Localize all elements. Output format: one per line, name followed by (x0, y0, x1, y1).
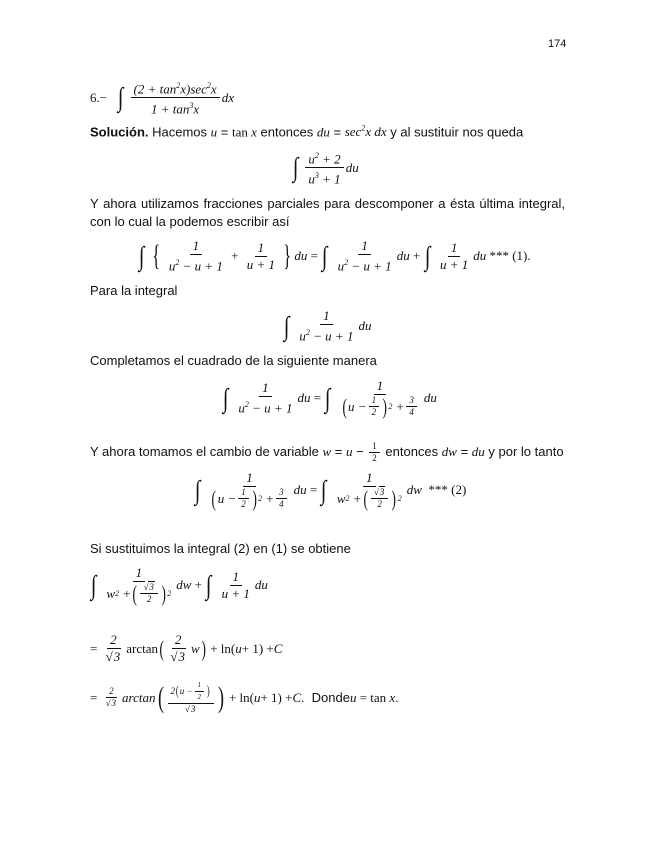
paragraph-para-la-integral: Para la integral (90, 283, 178, 298)
solution-heading: Solución. (90, 124, 149, 140)
equation-quadratic-integral: ∫ $\frac{1}{u^2 - u + 1}$ du (283, 308, 372, 344)
equation-result-2: = $\frac{2}{√3}$ arctan ( 2 ( u − $\frac{1}{2}$ ) √3 ) + ln( u + 1) + C . Donde u = tan x . (90, 680, 399, 714)
equation-result-1: = $\frac{2}{√3}$ arctan ( $\frac{2}{√3}$ w ) + ln( u + 1) + C (90, 632, 283, 664)
paragraph-change-variable: Y ahora tomamos el cambio de variable w = u − $\frac{1}{2}$ entonces dw = du y por lo tanto (90, 441, 564, 463)
paragraph-complete-square: Completamos el cuadrado de la siguiente manera (90, 353, 377, 368)
problem-equation: 6.− ∫ $\frac{(2 + \tan^2x)\sec^2x}{1 + \tan^3x}$ dx (90, 78, 234, 118)
equation-tag-1: *** (1). (489, 248, 531, 264)
paragraph-substitute: Si sustituimos la integral (2) en (1) se obtiene (90, 541, 351, 556)
solution-line: Solución. Hacemos u = tan x entonces du = $\sec^2x$ dx y al sustituir nos queda (90, 124, 524, 140)
equation-1: ∫ { $\frac{1}{u^2 - u + 1}$ + $\frac{1}{u + 1}$ } du = ∫ $\frac{1}{u^2 - u + 1}$ du + ∫ $\frac{1}{u + 1}$ du *** (1). (138, 238, 531, 274)
equation-tag-2: *** (2) (428, 482, 467, 497)
equation-combined: ∫ 1 w 2 + ( $\frac{√3}{2}$ ) 2 dw + ∫ $\frac{1}{u + 1}$ du (90, 565, 268, 606)
paragraph-partial-fractions: Y ahora utilizamos fracciones parciales para descomponer a ésta última integral, con lo cual la podemos escribir así (90, 196, 565, 229)
equation-u-substitution: ∫ $\frac{u^2 + 2}{u^3 + 1}$ du (292, 148, 359, 188)
donde-label: Donde (311, 690, 350, 705)
page-number: 174 (548, 38, 567, 50)
equation-complete-square: ∫ $\frac{1}{u^2 - u + 1}$ du = ∫ 1 ( u − $\frac{1}{2}$ ) 2 + $\frac{3}{4}$ du (222, 378, 437, 419)
problem-label: 6.− (90, 89, 108, 105)
equation-2: ∫ 1 ( u − $\frac{1}{2}$ ) 2 + $\frac{3}{4}$ du = ∫ 1 w 2 + ( $\frac{√3}{2}$ ) 2 dw *** (2) (194, 470, 467, 511)
